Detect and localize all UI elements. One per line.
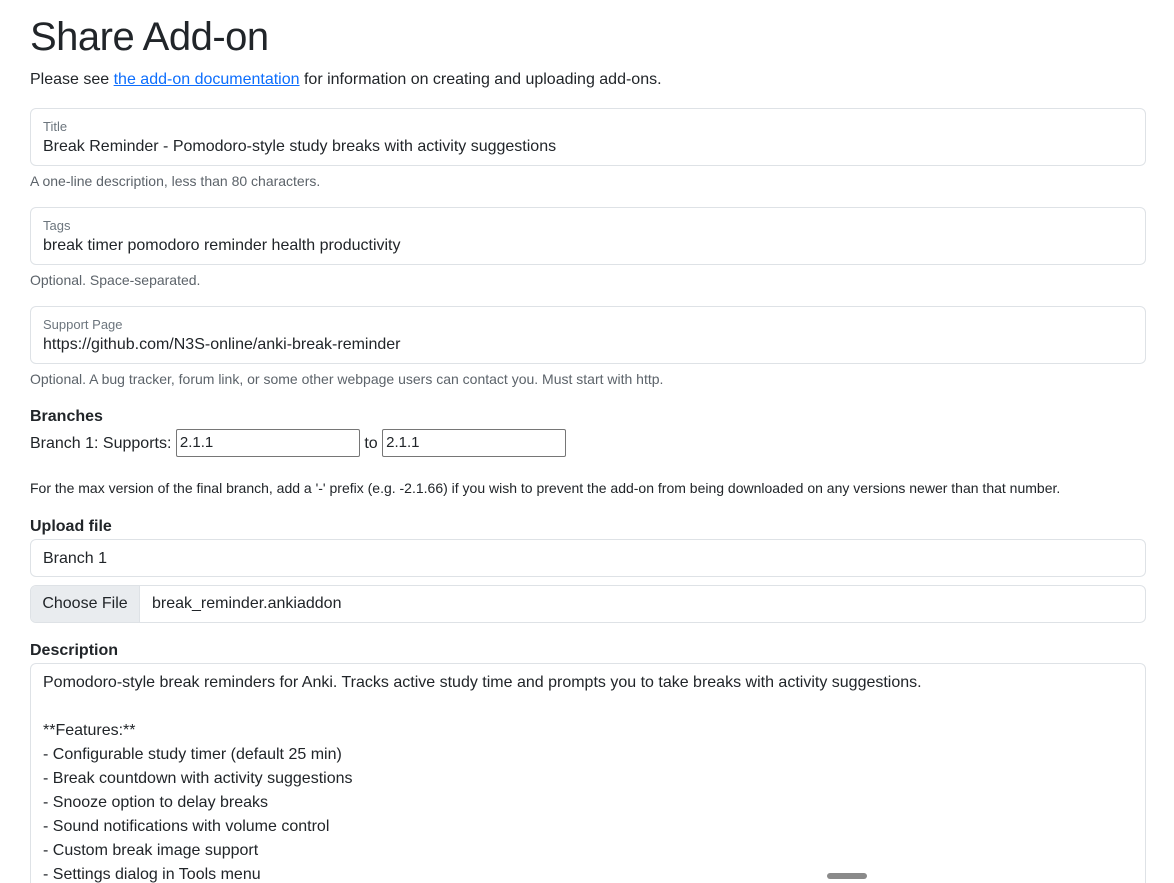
tags-input[interactable]: break timer pomodoro reminder health productivity — [43, 237, 401, 254]
intro-suffix: for information on creating and uploading add-ons. — [299, 71, 662, 88]
description-heading: Description — [30, 642, 119, 659]
description-line: - Break countdown with activity suggestions — [43, 770, 353, 787]
max-version-input[interactable]: 2.1.1 — [382, 429, 566, 457]
title-field[interactable] — [30, 108, 1146, 166]
branch-1-label: Branch 1: Supports: — [30, 435, 172, 452]
description-line: - Snooze option to delay breaks — [43, 794, 269, 811]
support-page-help: Optional. A bug tracker, forum link, or some other webpage users can contact you. Must start with http. — [30, 371, 664, 387]
support-page-label: Support Page — [43, 317, 123, 332]
selected-file-name: break_reminder.ankiaddon — [152, 595, 342, 612]
support-page-field[interactable] — [30, 306, 1146, 364]
description-line: - Configurable study timer (default 25 min) — [43, 746, 342, 763]
tags-help: Optional. Space-separated. — [30, 272, 201, 288]
tags-label: Tags — [43, 218, 71, 233]
description-line: **Features:** — [43, 722, 136, 739]
branch-select-value: Branch 1 — [43, 550, 108, 567]
description-line: - Custom break image support — [43, 842, 259, 859]
description-line: - Sound notifications with volume control — [43, 818, 330, 835]
branch-1-row — [30, 429, 566, 459]
title-input[interactable]: Break Reminder - Pomodoro-style study breaks with activity suggestions — [43, 138, 557, 155]
description-textarea[interactable] — [30, 663, 1146, 883]
title-label: Title — [43, 119, 68, 134]
description-line: Pomodoro-style break reminders for Anki. Tracks active study time and prompts you to take breaks with activity suggestions. — [43, 674, 922, 691]
tags-field[interactable] — [30, 207, 1146, 265]
page-title: Share Add-on — [30, 15, 269, 59]
upload-file-heading: Upload file — [30, 518, 112, 535]
title-help: A one-line description, less than 80 characters. — [30, 173, 321, 189]
min-version-input[interactable]: 2.1.1 — [176, 429, 360, 457]
max-version-note: For the max version of the final branch, add a '-' prefix (e.g. -2.1.66) if you wish to prevent the add-on from being downloaded on any versions newer than that number. — [30, 480, 1061, 496]
description-line: - Settings dialog in Tools menu — [43, 866, 261, 883]
support-page-input[interactable]: https://github.com/N3S-online/anki-break-reminder — [43, 336, 401, 353]
scroll-indicator[interactable] — [827, 873, 867, 879]
intro-text — [30, 70, 662, 90]
branches-heading: Branches — [30, 408, 103, 425]
addon-documentation-link[interactable]: the add-on documentation — [113, 71, 300, 88]
to-label: to — [364, 435, 378, 452]
choose-file-button[interactable]: Choose File — [31, 586, 140, 622]
file-input[interactable] — [30, 585, 1146, 623]
intro-prefix: Please see — [30, 71, 114, 88]
branch-select[interactable] — [30, 539, 1146, 577]
